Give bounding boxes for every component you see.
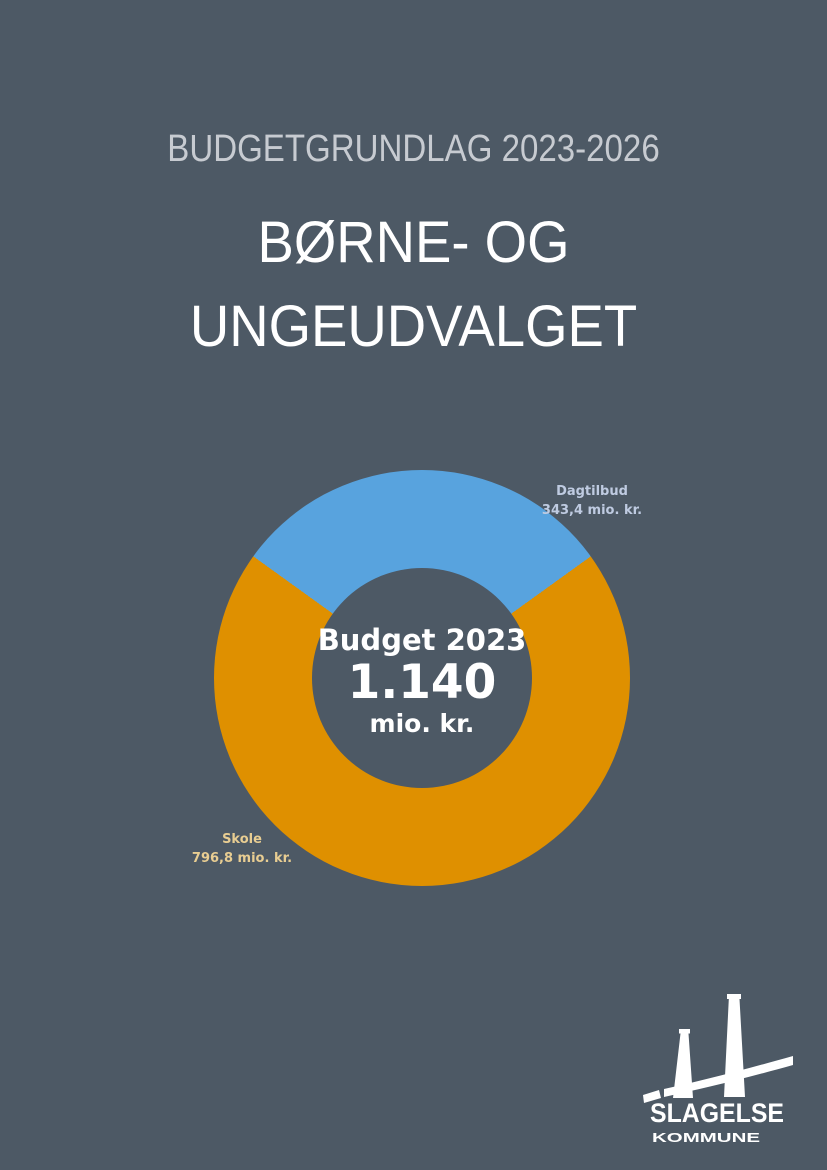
document-title-line1: BØRNE- OG [257,210,570,275]
slice-label-skole [152,830,332,868]
document-title [25,201,802,369]
document-title-line2: UNGEUDVALGET [189,294,638,359]
logo-subname-text: KOMMUNE [652,1130,761,1145]
document-subtitle: BUDGETGRUNDLAG 2023-2026 [167,128,660,170]
slice-label-skole-value: 796,8 mio. kr. [191,851,293,866]
slice-label-skole-name: Skole [222,832,262,847]
budget-year-label: Budget 2023 [317,623,527,657]
budget-unit-label: mio. kr. [369,709,475,738]
budget-total-value: 1.140 [347,655,497,710]
slice-label-dagtilbud-value: 343,4 mio. kr. [541,503,643,518]
slice-label-dagtilbud-name: Dagtilbud [556,484,628,499]
logo-name-text: SLAGELSE [650,1098,784,1128]
bridge-icon [643,986,798,1156]
slagelse-kommune-logo [643,986,798,1156]
donut-center-label [272,623,572,739]
slice-label-dagtilbud [502,482,682,520]
